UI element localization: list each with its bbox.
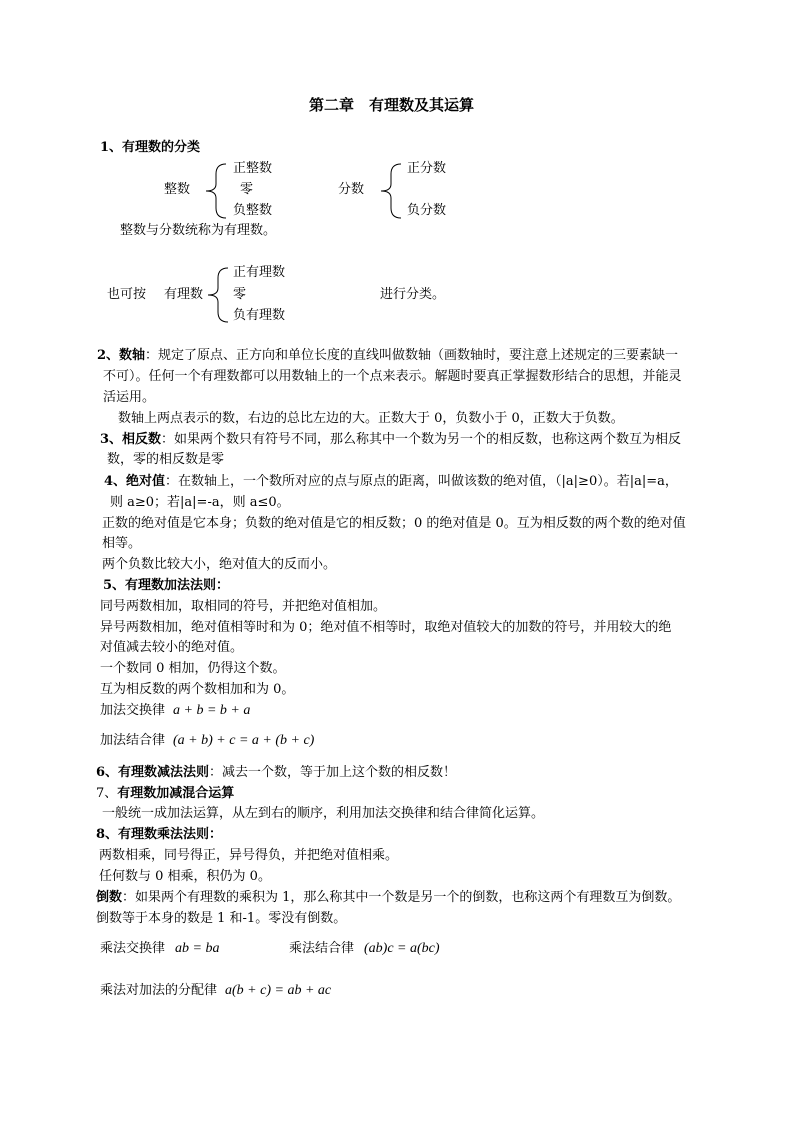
rational-item-negative: 负有理数 [233, 308, 286, 323]
fraction-item-negative: 负分数 [407, 203, 447, 218]
alt-suffix: 进行分类。 [380, 287, 446, 302]
addition-commutative-formula: a + b = b + a [173, 703, 251, 718]
section-7-heading-line: 7、有理数加减混合运算 [96, 786, 235, 801]
section-5-line-1: 同号两数相加，取相同的符号，并把绝对值相加。 [100, 599, 387, 614]
alt-prefix: 也可按 [107, 287, 147, 302]
distributive-formula: a(b + c) = ab + ac [225, 983, 332, 998]
fraction-label: 分数 [338, 182, 365, 197]
fraction-brace-icon [375, 162, 405, 220]
rational-label: 有理数 [164, 287, 204, 302]
section-5-line-4: 一个数同 0 相加，仍得这个数。 [100, 661, 286, 676]
integer-item-negative: 负整数 [233, 203, 273, 218]
section-2-line-3: 活运用。 [103, 390, 156, 405]
multiplication-associative-law: 乘法结合律 (ab)c = a(bc) [289, 941, 440, 956]
section-5-line-3: 对值减去较小的绝对值。 [100, 640, 244, 655]
multiplication-commutative-law: 乘法交换律 ab = ba [100, 941, 220, 956]
section-5-heading: 5、有理数加法法则： [103, 578, 230, 593]
section-8-heading: 8、有理数乘法法则： [96, 827, 223, 842]
section-4-line-4: 相等。 [102, 536, 142, 551]
rational-brace-icon [202, 266, 232, 324]
reciprocal-heading: 倒数 [96, 890, 123, 905]
section-4-line-3: 正数的绝对值是它本身；负数的绝对值是它的相反数；0 的绝对值是 0。互为相反数的两个数的绝对值 [102, 516, 686, 531]
multiplication-associative-formula: (ab)c = a(bc) [364, 941, 440, 956]
addition-associative-law: 加法结合律 (a + b) + c = a + (b + c) [100, 733, 315, 748]
section-2-line-4: 数轴上两点表示的数，右边的总比左边的大。正数大于 0，负数小于 0，正数大于负数。 [118, 411, 624, 426]
section-2-line-1: 2、数轴：规定了原点、正方向和单位长度的直线叫做数轴（画数轴时，要注意上述规定的三要素缺一 [97, 348, 679, 363]
addition-commutative-law: 加法交换律 a + b = b + a [100, 703, 251, 718]
section-1-heading: 1、有理数的分类 [100, 140, 201, 155]
addition-associative-formula: (a + b) + c = a + (b + c) [173, 733, 315, 748]
section-4-line-2: 则 a≥0；若|a|=-a，则 a≤0。 [110, 495, 290, 510]
multiplication-commutative-formula: ab = ba [175, 941, 220, 956]
rational-item-zero: 零 [233, 287, 247, 302]
section-2-heading: 2、数轴 [97, 348, 146, 363]
section-8-line-2: 任何数与 0 相乘，积仍为 0。 [99, 869, 271, 884]
section-4-line-1: 4、绝对值：在数轴上，一个数所对应的点与原点的距离，叫做该数的绝对值，（|a|≥0）。若|a|=a， [104, 474, 678, 489]
section-4-heading: 4、绝对值 [104, 474, 166, 489]
section-3-line-1: 3、相反数：如果两个数只有符号不同，那么称其中一个数为另一个的相反数，也称这两个数互为相反 [100, 432, 682, 447]
fraction-item-positive: 正分数 [407, 161, 447, 176]
section-5-line-2: 异号两数相加，绝对值相等时和为 0；绝对值不相等时，取绝对值较大的加数的符号，并用较大的绝 [100, 620, 672, 635]
distributive-law: 乘法对加法的分配律 a(b + c) = ab + ac [100, 983, 332, 998]
section-4-line-5: 两个负数比较大小，绝对值大的反而小。 [102, 557, 337, 572]
section-6-line: 6、有理数减法法则：减去一个数，等于加上这个数的相反数！ [96, 765, 457, 780]
section-8-line-1: 两数相乘，同号得正，异号得负，并把绝对值相乘。 [99, 848, 399, 863]
integer-item-positive: 正整数 [233, 161, 273, 176]
section-3-heading: 3、相反数 [100, 432, 162, 447]
classification-summary: 整数与分数统称为有理数。 [120, 223, 277, 238]
section-3-line-2: 数，零的相反数是零 [107, 452, 225, 467]
page-title: 第二章 有理数及其运算 [309, 96, 475, 114]
reciprocal-line-2: 倒数等于本身的数是 1 和-1。零没有倒数。 [96, 911, 347, 926]
section-7-line-1: 一般统一成加法运算，从左到右的顺序，利用加法交换律和结合律简化运算。 [102, 806, 545, 821]
section-5-line-5: 互为相反数的两个数相加和为 0。 [100, 682, 295, 697]
section-2-line-2: 不可）。任何一个有理数都可以用数轴上的一个点来表示。解题时要真正掌握数形结合的思想，并能灵 [103, 369, 682, 384]
rational-item-positive: 正有理数 [233, 265, 286, 280]
section-6-heading: 6、有理数减法法则 [96, 765, 210, 780]
integer-label: 整数 [164, 182, 191, 197]
section-7-heading: 有理数加减混合运算 [117, 786, 235, 801]
integer-brace-icon [200, 162, 230, 220]
reciprocal-line-1: 倒数：如果两个有理数的乘积为 1，那么称其中一个数是另一个的倒数，也称这两个有理数互为倒数。 [96, 890, 681, 905]
integer-item-zero: 零 [240, 182, 254, 197]
